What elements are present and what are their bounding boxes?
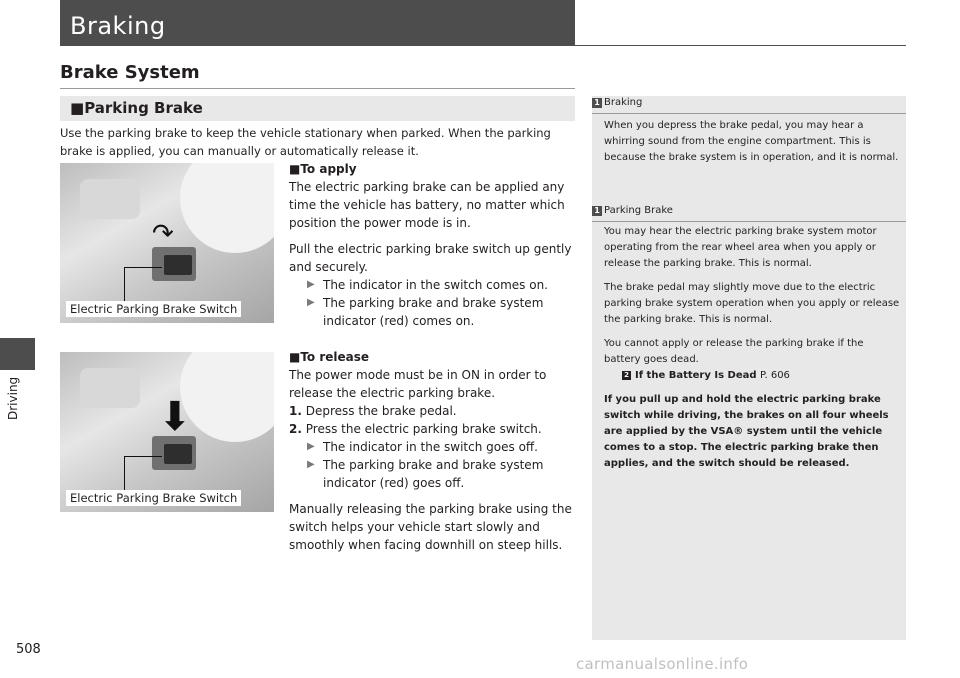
watermark: carmanualsonline.info (576, 655, 749, 673)
section-title: Brake System (60, 62, 200, 83)
release-heading (289, 348, 577, 366)
release-block (289, 348, 577, 554)
apply-bullet-text: The parking brake and brake system indicator (red) comes on. (323, 296, 544, 328)
spacer (604, 384, 900, 392)
chapter-title: Braking (70, 12, 166, 40)
chapter-side-label: Driving (6, 376, 20, 420)
note-header-braking (592, 98, 906, 114)
apply-marker: ■ (289, 162, 301, 176)
note-paragraph: You cannot apply or release the parking brake if the battery goes dead. (604, 338, 864, 365)
cross-reference-icon: 2 (622, 371, 631, 380)
parking-brake-switch (164, 444, 192, 464)
release-bullet-text: The parking brake and brake system indicator (red) goes off. (323, 458, 544, 490)
parking-brake-release-photo (60, 352, 274, 512)
apply-bullet-text: The indicator in the switch comes on. (323, 278, 548, 292)
notes-sidebar (592, 96, 906, 640)
note-number-icon: 1 (592, 206, 602, 216)
cupholder-shape (180, 352, 274, 442)
subsection-title-text: Parking Brake (84, 99, 203, 117)
cupholder-shape (180, 163, 274, 253)
release-marker: ■ (289, 350, 301, 364)
apply-heading-text: To apply (300, 162, 357, 176)
step-number: 2. (289, 422, 302, 436)
cross-reference-title: If the Battery Is Dead (635, 370, 757, 381)
bullet-arrow-icon: ▶ (307, 297, 315, 308)
apply-text-1: The electric parking brake can be applied any time the vehicle has battery, no matter which position the power mode is in. (289, 180, 565, 230)
press-down-arrow-icon: ⬇ (158, 394, 192, 440)
subsection-band (60, 96, 575, 121)
section-rule (60, 88, 575, 89)
chapter-header-bar (60, 0, 575, 46)
cross-reference-page: P. 606 (760, 370, 790, 381)
intro-paragraph: Use the parking brake to keep the vehicle stationary when parked. When the parking brake is applied, you can manually or automatically release it. (60, 126, 551, 158)
step-number: 1. (289, 404, 302, 418)
note-body-parking-brake (604, 224, 900, 472)
step-text: Press the electric parking brake switch. (305, 422, 542, 436)
parking-brake-apply-photo (60, 163, 274, 323)
note-warning: If you pull up and hold the electric parking brake switch while driving, the brakes on all four wheels are applied by the VSA® system until the vehicle comes to a stop. The electric parking brake then applies, and the switch should be released. (604, 394, 889, 469)
note-header-parking-brake (592, 206, 906, 222)
console-shape (80, 179, 140, 219)
release-step (289, 402, 577, 420)
note-title: Parking Brake (604, 205, 673, 216)
spacer (604, 328, 900, 336)
release-bullet-text: The indicator in the switch goes off. (323, 440, 538, 454)
spacer (604, 272, 900, 280)
release-bullet (289, 438, 577, 456)
bullet-arrow-icon: ▶ (307, 459, 315, 470)
subsection-marker: ■ (70, 99, 85, 117)
figure-caption: Electric Parking Brake Switch (66, 490, 241, 506)
release-text-2: Manually releasing the parking brake using the switch helps your vehicle start slowly and smoothly when facing downhill on steep hills. (289, 502, 572, 552)
spacer (289, 232, 577, 240)
release-heading-text: To release (300, 350, 370, 364)
note-body-braking: When you depress the brake pedal, you may hear a whirring sound from the engine compartment. This is because the brake system is in operation, and it is normal. (604, 120, 899, 163)
release-text-1: The power mode must be in ON in order to release the electric parking brake. (289, 368, 547, 400)
apply-bullet (289, 276, 577, 294)
release-step (289, 420, 577, 438)
note-title: Braking (604, 97, 643, 108)
subsection-title (70, 99, 203, 117)
bullet-arrow-icon: ▶ (307, 279, 315, 290)
release-bullet (289, 456, 577, 492)
apply-block (289, 160, 577, 330)
cross-reference-link[interactable] (604, 368, 900, 384)
step-text: Depress the brake pedal. (305, 404, 457, 418)
apply-bullet (289, 294, 577, 330)
apply-text-2: Pull the electric parking brake switch up gently and securely. (289, 242, 572, 274)
bullet-arrow-icon: ▶ (307, 441, 315, 452)
pull-up-arrow-icon: ↷ (152, 219, 174, 249)
spacer (289, 492, 577, 500)
chapter-side-tab (0, 338, 35, 370)
page-number: 508 (16, 642, 41, 657)
note-paragraph: You may hear the electric parking brake system motor operating from the rear wheel area when you apply or release the parking brake. This is normal. (604, 226, 877, 269)
note-number-icon: 1 (592, 98, 602, 108)
figure-caption: Electric Parking Brake Switch (66, 301, 241, 317)
note-paragraph: The brake pedal may slightly move due to the electric parking brake system operation when you apply or release the parking brake. This is normal. (604, 282, 900, 325)
apply-heading (289, 160, 577, 178)
parking-brake-switch (164, 255, 192, 275)
console-shape (80, 368, 140, 408)
header-rule (60, 45, 906, 46)
